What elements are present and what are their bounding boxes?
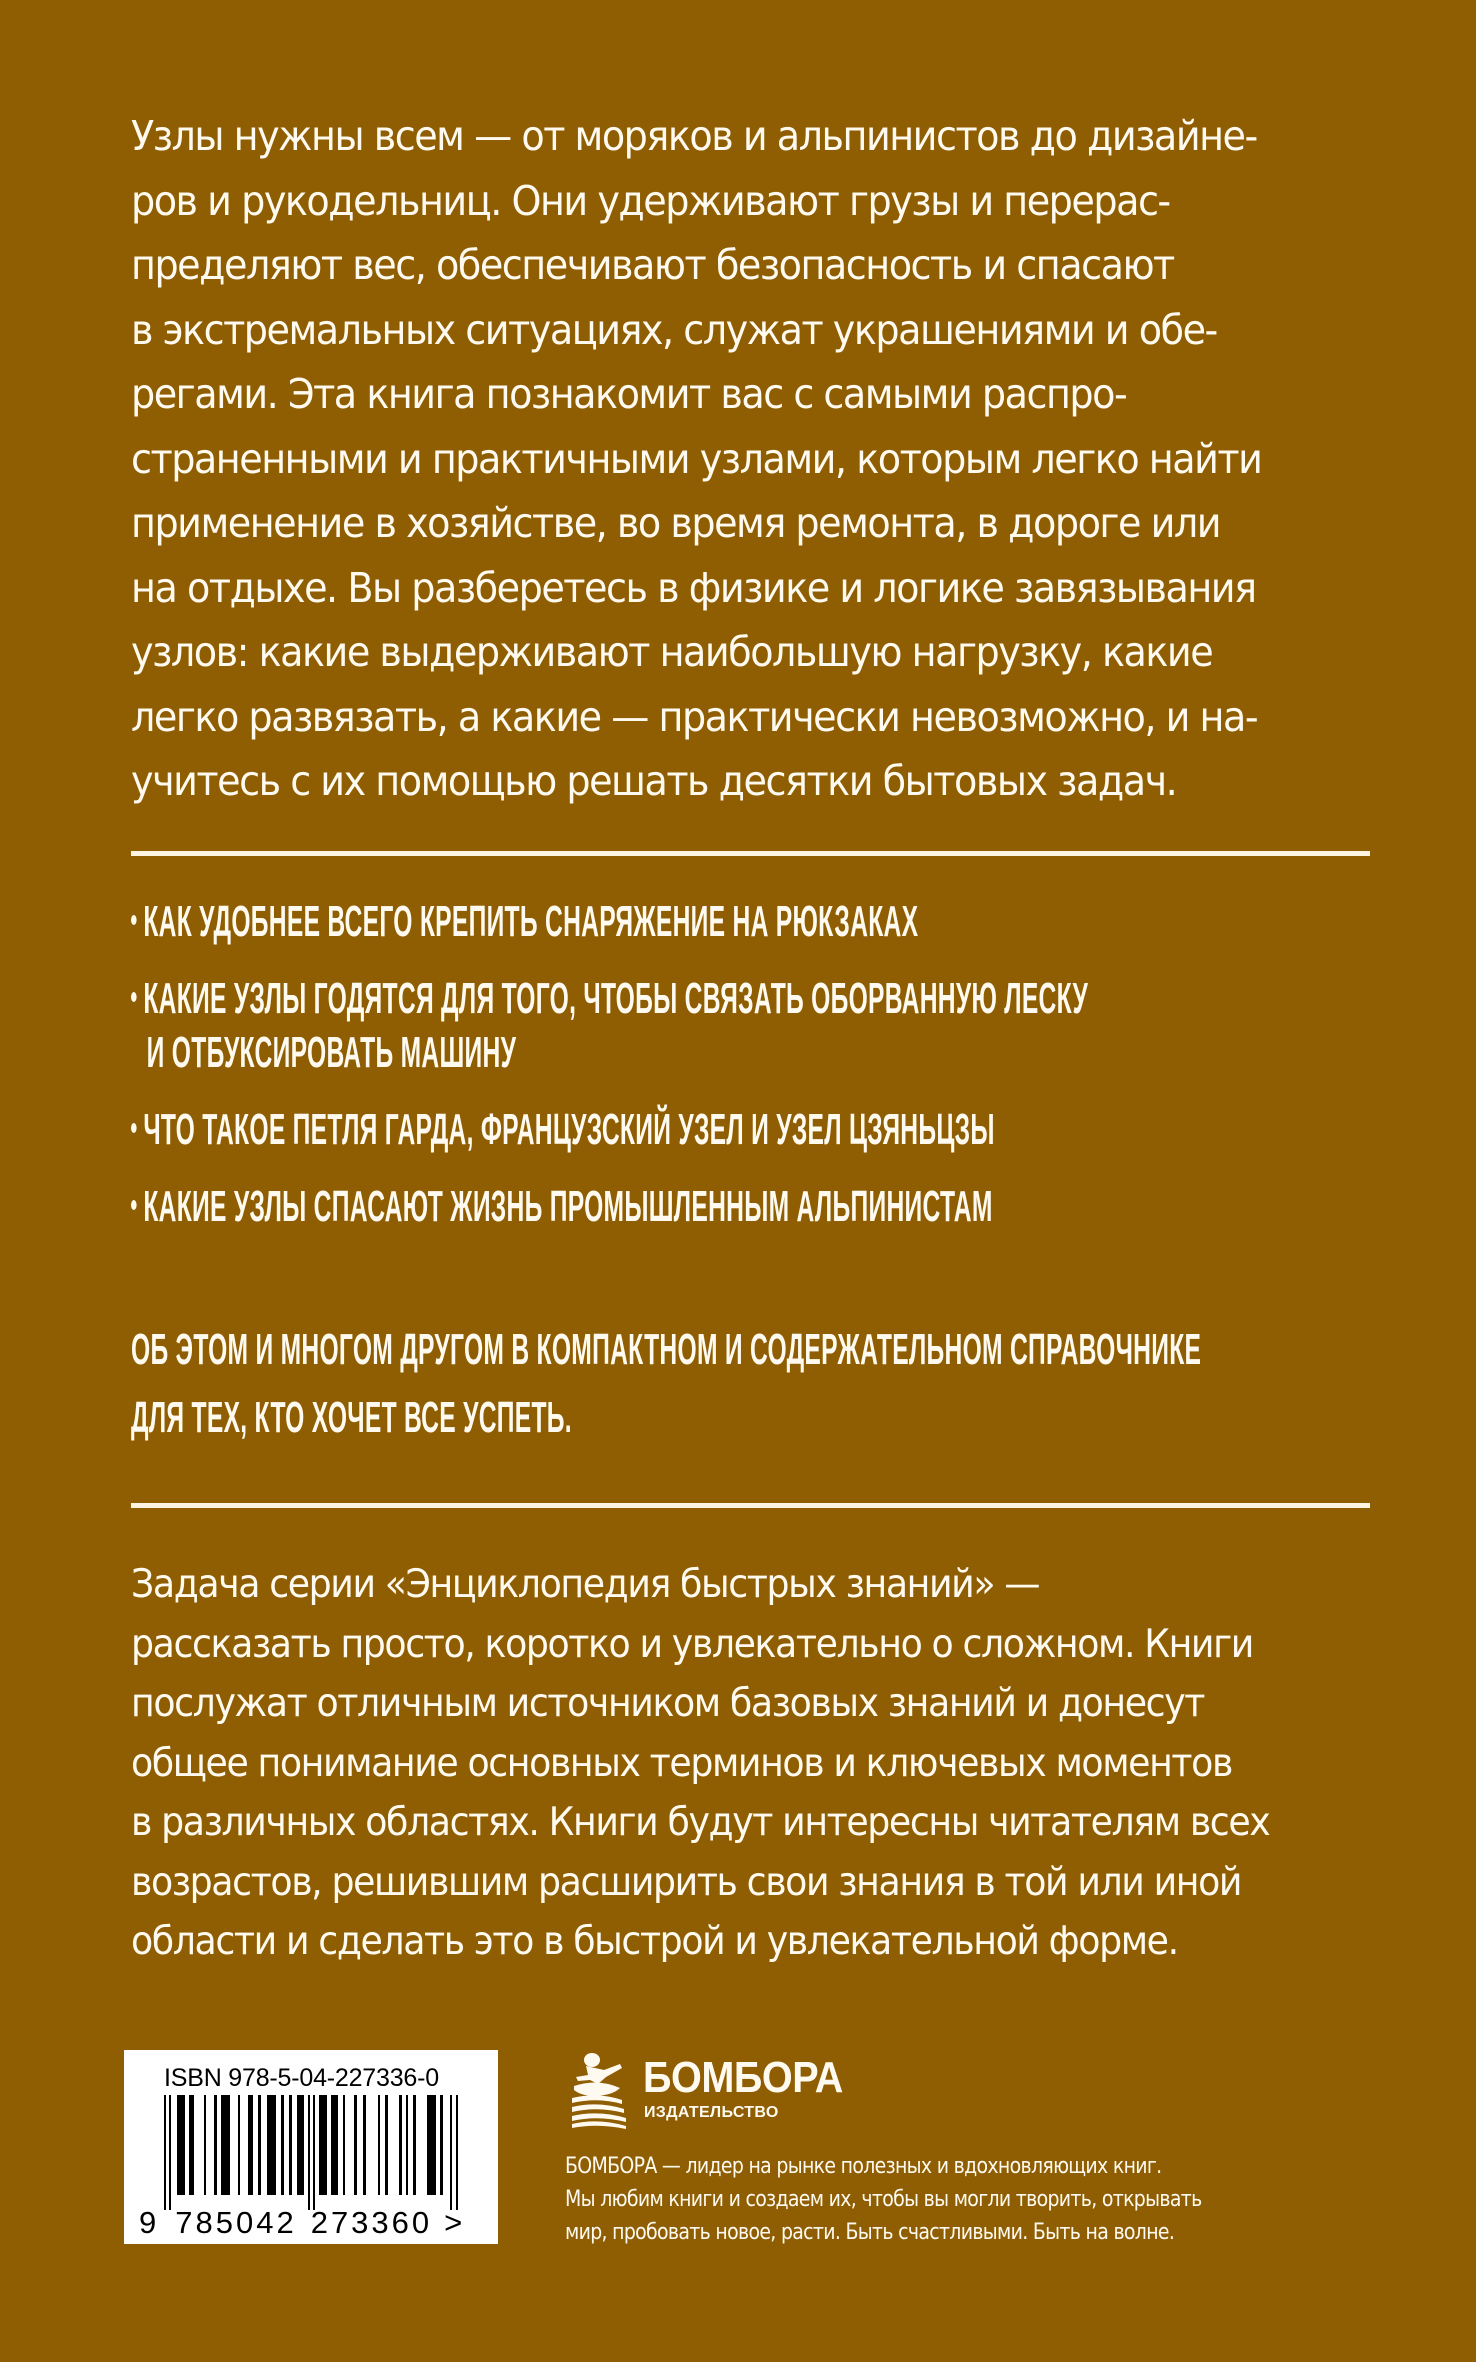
barcode-digit-group-2: 273360 [310, 2205, 433, 2240]
publisher-blurb [565, 2150, 1465, 2249]
barcode-digit-first: 9 [139, 2205, 160, 2240]
isbn-barcode-box [124, 2050, 498, 2244]
series-line: возрастов, решившим расширить свои знания в той или иной [131, 1859, 1242, 1905]
intro-line: ров и рукодельниц. Они удерживают грузы и перерас- [131, 176, 1170, 225]
publisher-name: БОМБОРА [643, 2053, 843, 2102]
intro-line: регами. Эта книга познакомит вас с самыми распро- [131, 370, 1127, 418]
intro-line: узлов: какие выдерживают наибольшую нагрузку, какие [131, 628, 1213, 676]
bullet-item [131, 972, 1391, 1080]
divider-bottom [131, 1503, 1370, 1508]
intro-line: на отдыхе. Вы разберетесь в физике и логике завязывания [131, 563, 1256, 612]
series-line: Задача серии «Энциклопедия быстрых знаний» — [131, 1562, 1040, 1607]
barcode-digit-group-1: 785042 [175, 2205, 297, 2240]
series-line: общее понимание основных терминов и ключевых моментов [131, 1740, 1232, 1786]
bullet-text: КАКИЕ УЗЛЫ СПАСАЮТ ЖИЗНЬ ПРОМЫШЛЕННЫМ АЛЬПИНИСТАМ [143, 1182, 993, 1231]
bullet-text: ЧТО ТАКОЕ ПЕТЛЯ ГАРДА, ФРАНЦУЗСКИЙ УЗЕЛ И УЗЕЛ ЦЗЯНЬЦЗЫ [143, 1105, 995, 1154]
intro-line: легко развязать, а какие — практически невозможно, и на- [131, 692, 1258, 741]
series-line: послужат отличным источником базовых знаний и донесут [131, 1681, 1205, 1726]
series-description [131, 1555, 1391, 1972]
summary-statement [131, 1316, 1391, 1452]
bullet-text: КАК УДОБНЕЕ ВСЕГО КРЕПИТЬ СНАРЯЖЕНИЕ НА РЮКЗАКАХ [143, 897, 919, 946]
intro-paragraph [131, 104, 1391, 814]
bullet-item [131, 1180, 1391, 1234]
intro-line: Узлы нужны всем — от моряков и альпинистов до дизайне- [131, 112, 1257, 160]
summary-line: ОБ ЭТОМ И МНОГОМ ДРУГОМ В КОМПАКТНОМ И СОДЕРЖАТЕЛЬНОМ СПРАВОЧНИКЕ [131, 1325, 1202, 1374]
series-line: рассказать просто, коротко и увлекательно о сложном. Книги [131, 1621, 1253, 1667]
barcode-icon [164, 2095, 464, 2210]
publisher-logo [568, 2050, 848, 2130]
bullet-dot-icon [131, 1200, 137, 1210]
bullet-dot-icon [131, 915, 137, 925]
publisher-blurb-line: БОМБОРА — лидер на рынке полезных и вдохновляющих книг. [565, 2154, 1162, 2179]
isbn-label: ISBN 978-5-04-227336-0 [164, 2064, 439, 2092]
series-line: в различных областях. Книги будут интересны читателям всех [131, 1800, 1270, 1845]
barcode-quiet-zone-arrow: > [444, 2205, 466, 2240]
surfer-on-books-icon [568, 2050, 628, 2130]
series-line: области и сделать это в быстрой и увлекательной форме. [131, 1919, 1178, 1964]
bullet-text-continuation: И ОТБУКСИРОВАТЬ МАШИНУ [146, 1028, 517, 1077]
publisher-subtitle: ИЗДАТЕЛЬСТВО [644, 2104, 779, 2121]
bullet-dot-icon [131, 992, 137, 1002]
summary-line: ДЛЯ ТЕХ, КТО ХОЧЕТ ВСЕ УСПЕТЬ. [131, 1393, 572, 1442]
intro-line: в экстремальных ситуациях, служат украшениями и обе- [131, 305, 1217, 354]
divider-top [131, 851, 1370, 856]
intro-line: пределяют вес, обеспечивают безопасность и спасают [131, 241, 1174, 289]
bullet-dot-icon [131, 1123, 137, 1133]
intro-line: применение в хозяйстве, во время ремонта, в дороге или [131, 499, 1221, 547]
bullet-item [131, 1103, 1391, 1157]
intro-line: учитесь с их помощью решать десятки бытовых задач. [131, 757, 1177, 805]
feature-bullet-list [131, 895, 1391, 1257]
barcode-digits [139, 2207, 465, 2238]
publisher-blurb-line: Мы любим книги и создаем их, чтобы вы могли творить, открывать [565, 2187, 1202, 2212]
bullet-item [131, 895, 1391, 949]
bullet-text: КАКИЕ УЗЛЫ ГОДЯТСЯ ДЛЯ ТОГО, ЧТОБЫ СВЯЗАТЬ ОБОРВАННУЮ ЛЕСКУ [143, 974, 1089, 1023]
intro-line: страненными и практичными узлами, которым легко найти [131, 434, 1262, 483]
publisher-blurb-line: мир, пробовать новое, расти. Быть счастливыми. Быть на волне. [565, 2220, 1175, 2245]
